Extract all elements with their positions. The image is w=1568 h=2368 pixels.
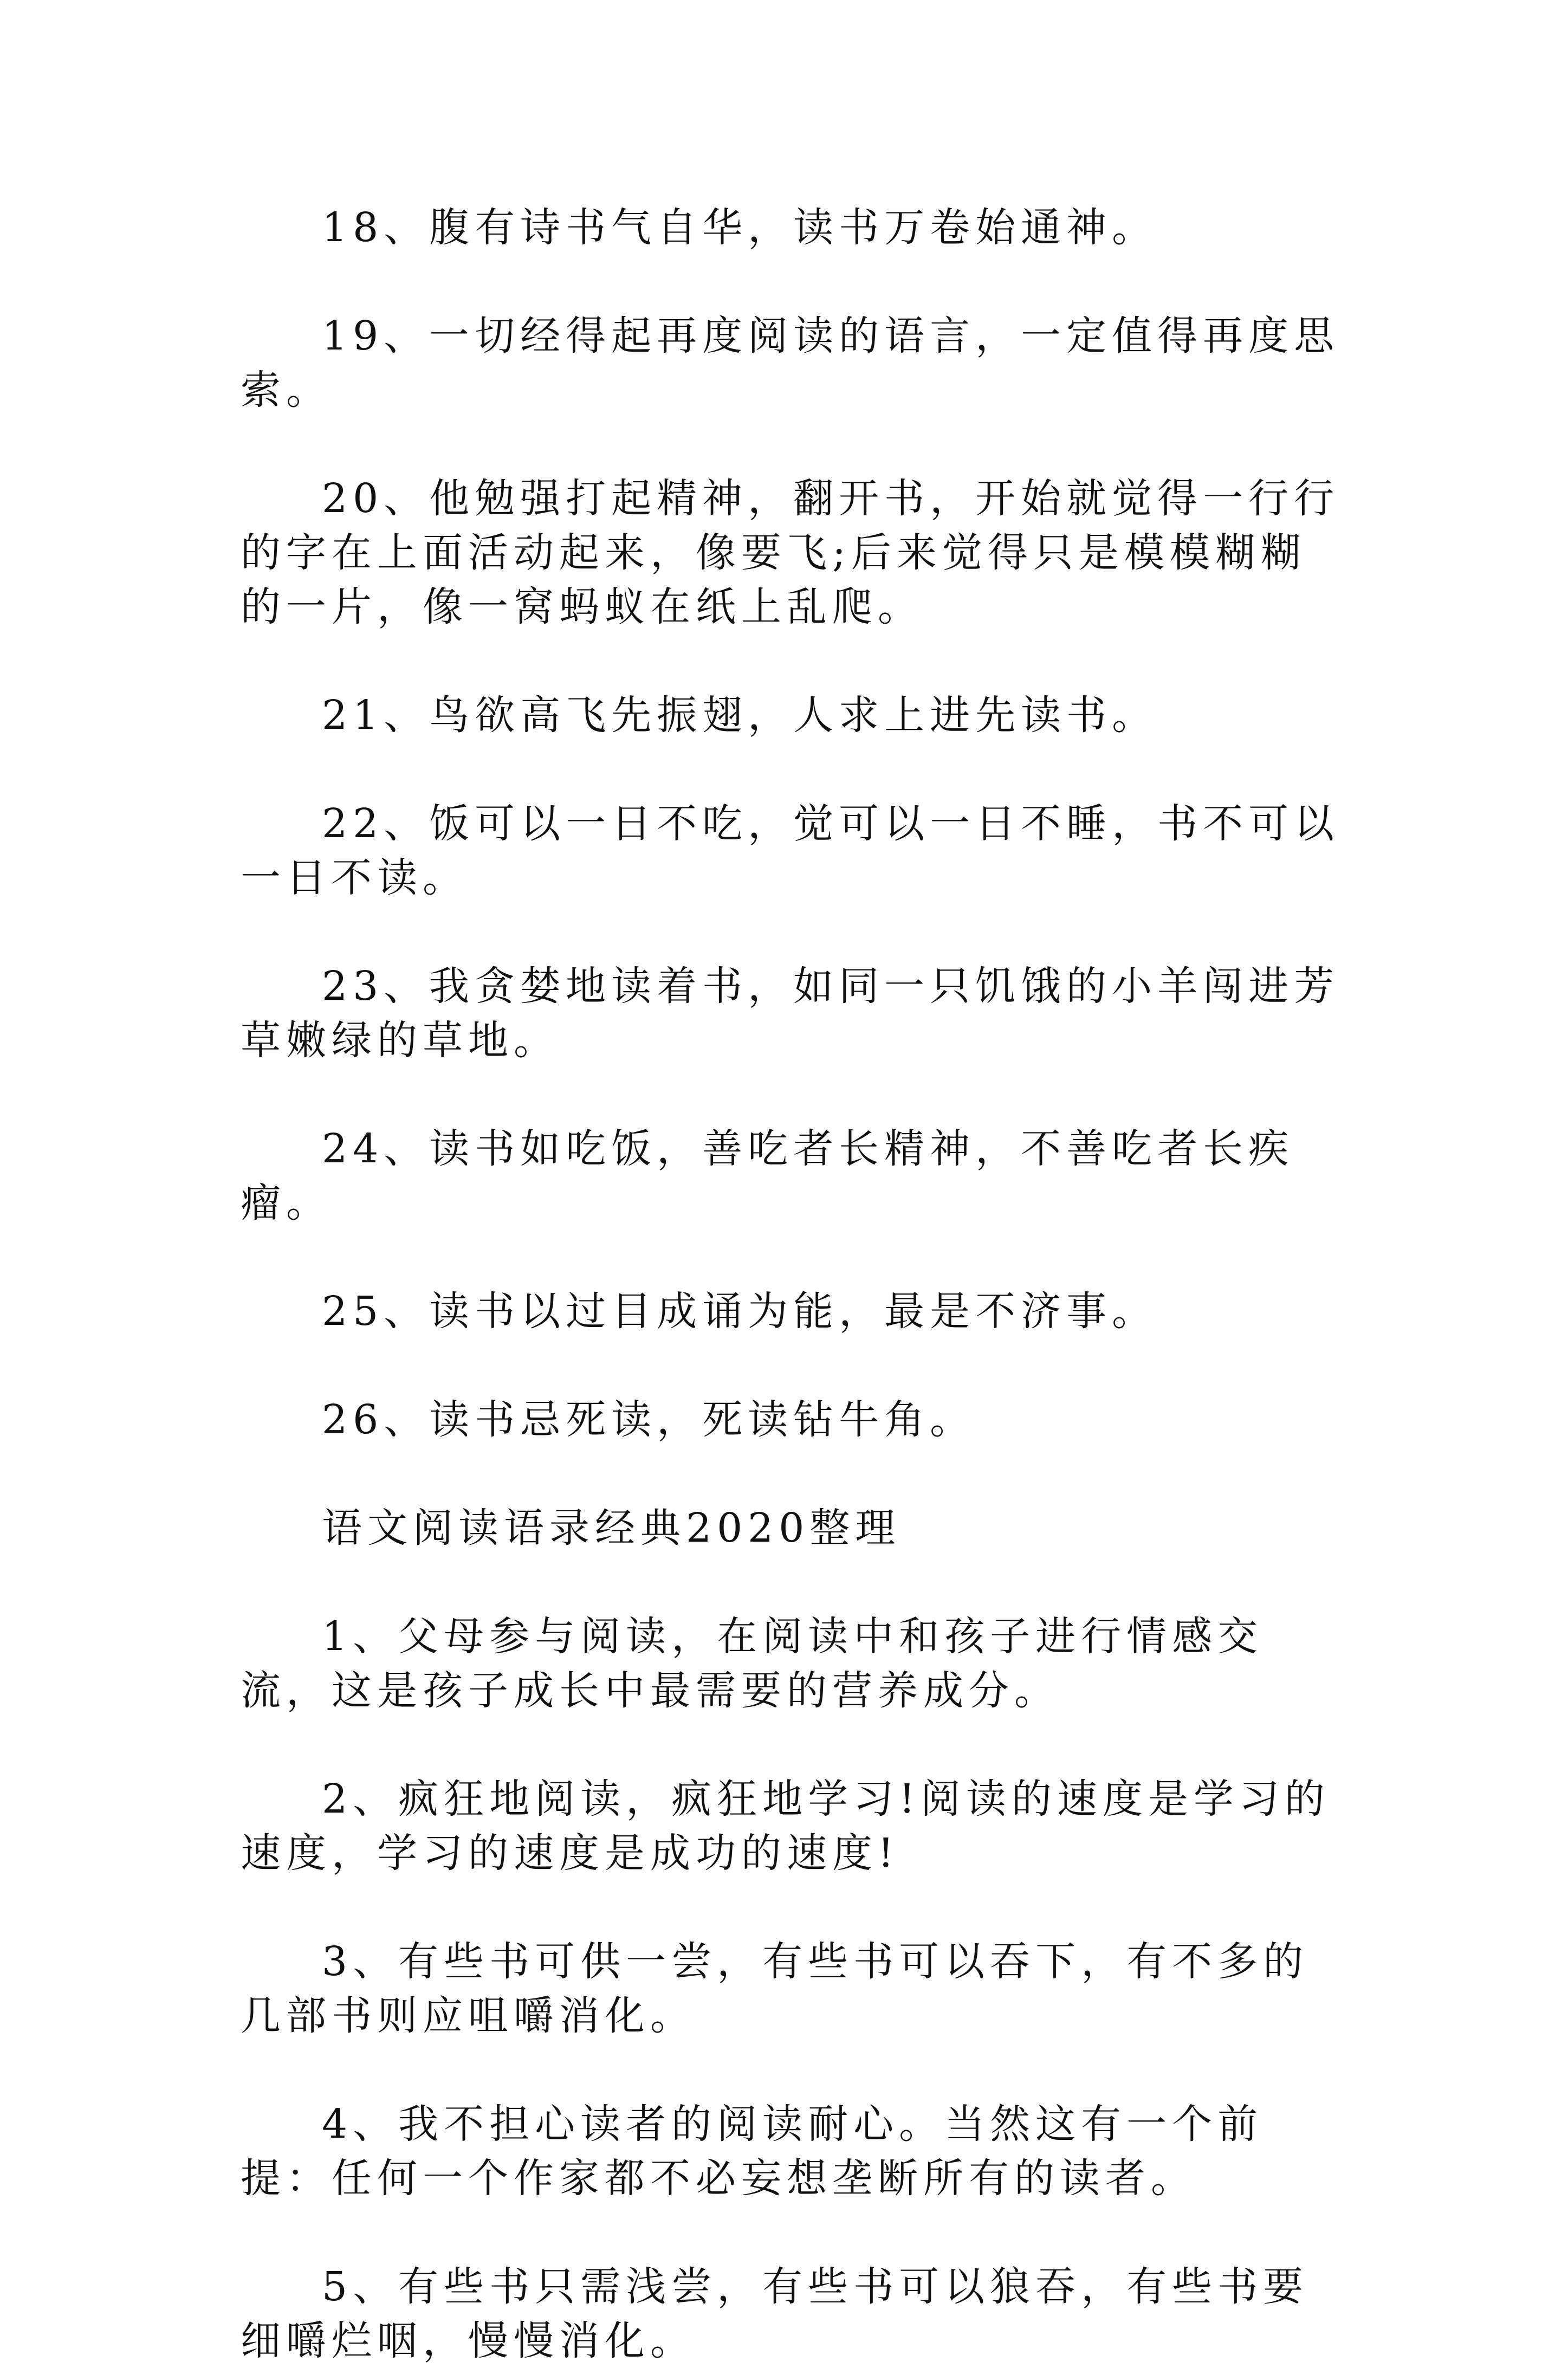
document-body (241, 200, 1343, 2368)
section-heading: 语文阅读语录经典2020整理 (322, 1505, 901, 1551)
paragraph-24: 24、读书如吃饭，善吃者长精神，不善吃者长疾瘤。 (241, 1125, 1294, 1226)
paragraph-26: 26、读书忌死读，死读钻牛角。 (322, 1396, 976, 1443)
paragraph-22: 22、饭可以一日不吃，觉可以一日不睡，书不可以一日不读。 (241, 800, 1340, 901)
paragraph-3: 3、有些书可供一尝，有些书可以吞下，有不多的几部书则应咀嚼消化。 (241, 1938, 1309, 2039)
paragraph-20: 20、他勉强打起精神，翻开书，开始就觉得一行行的字在上面活动起来，像要飞;后来觉得只是模模糊糊的一片，像一窝蚂蚁在纸上乱爬。 (241, 475, 1340, 630)
paragraph-23: 23、我贪婪地读着书，如同一只饥饿的小羊闯进芳草嫩绿的草地。 (241, 963, 1340, 1064)
paragraph-2: 2、疯狂地阅读，疯狂地学习!阅读的速度是学习的速度，学习的速度是成功的速度! (241, 1776, 1330, 1877)
paragraph-1: 1、父母参与阅读，在阅读中和孩子进行情感交流，这是孩子成长中最需要的营养成分。 (241, 1613, 1264, 1714)
paragraph-21: 21、鸟欲高飞先振翅，人求上进先读书。 (322, 692, 1158, 739)
paragraph-25: 25、读书以过目成诵为能，最是不济事。 (322, 1288, 1158, 1335)
paragraph-4: 4、我不担心读者的阅读耐心。当然这有一个前提：任何一个作家都不必妄想垄断所有的读者。 (241, 2101, 1264, 2202)
paragraph-5: 5、有些书只需浅尝，有些书可以狼吞，有些书要细嚼烂咽，慢慢消化。 (241, 2263, 1309, 2364)
paragraph-18: 18、腹有诗书气自华，读书万卷始通神。 (322, 204, 1158, 251)
paragraph-19: 19、一切经得起再度阅读的语言，一定值得再度思索。 (241, 313, 1340, 413)
